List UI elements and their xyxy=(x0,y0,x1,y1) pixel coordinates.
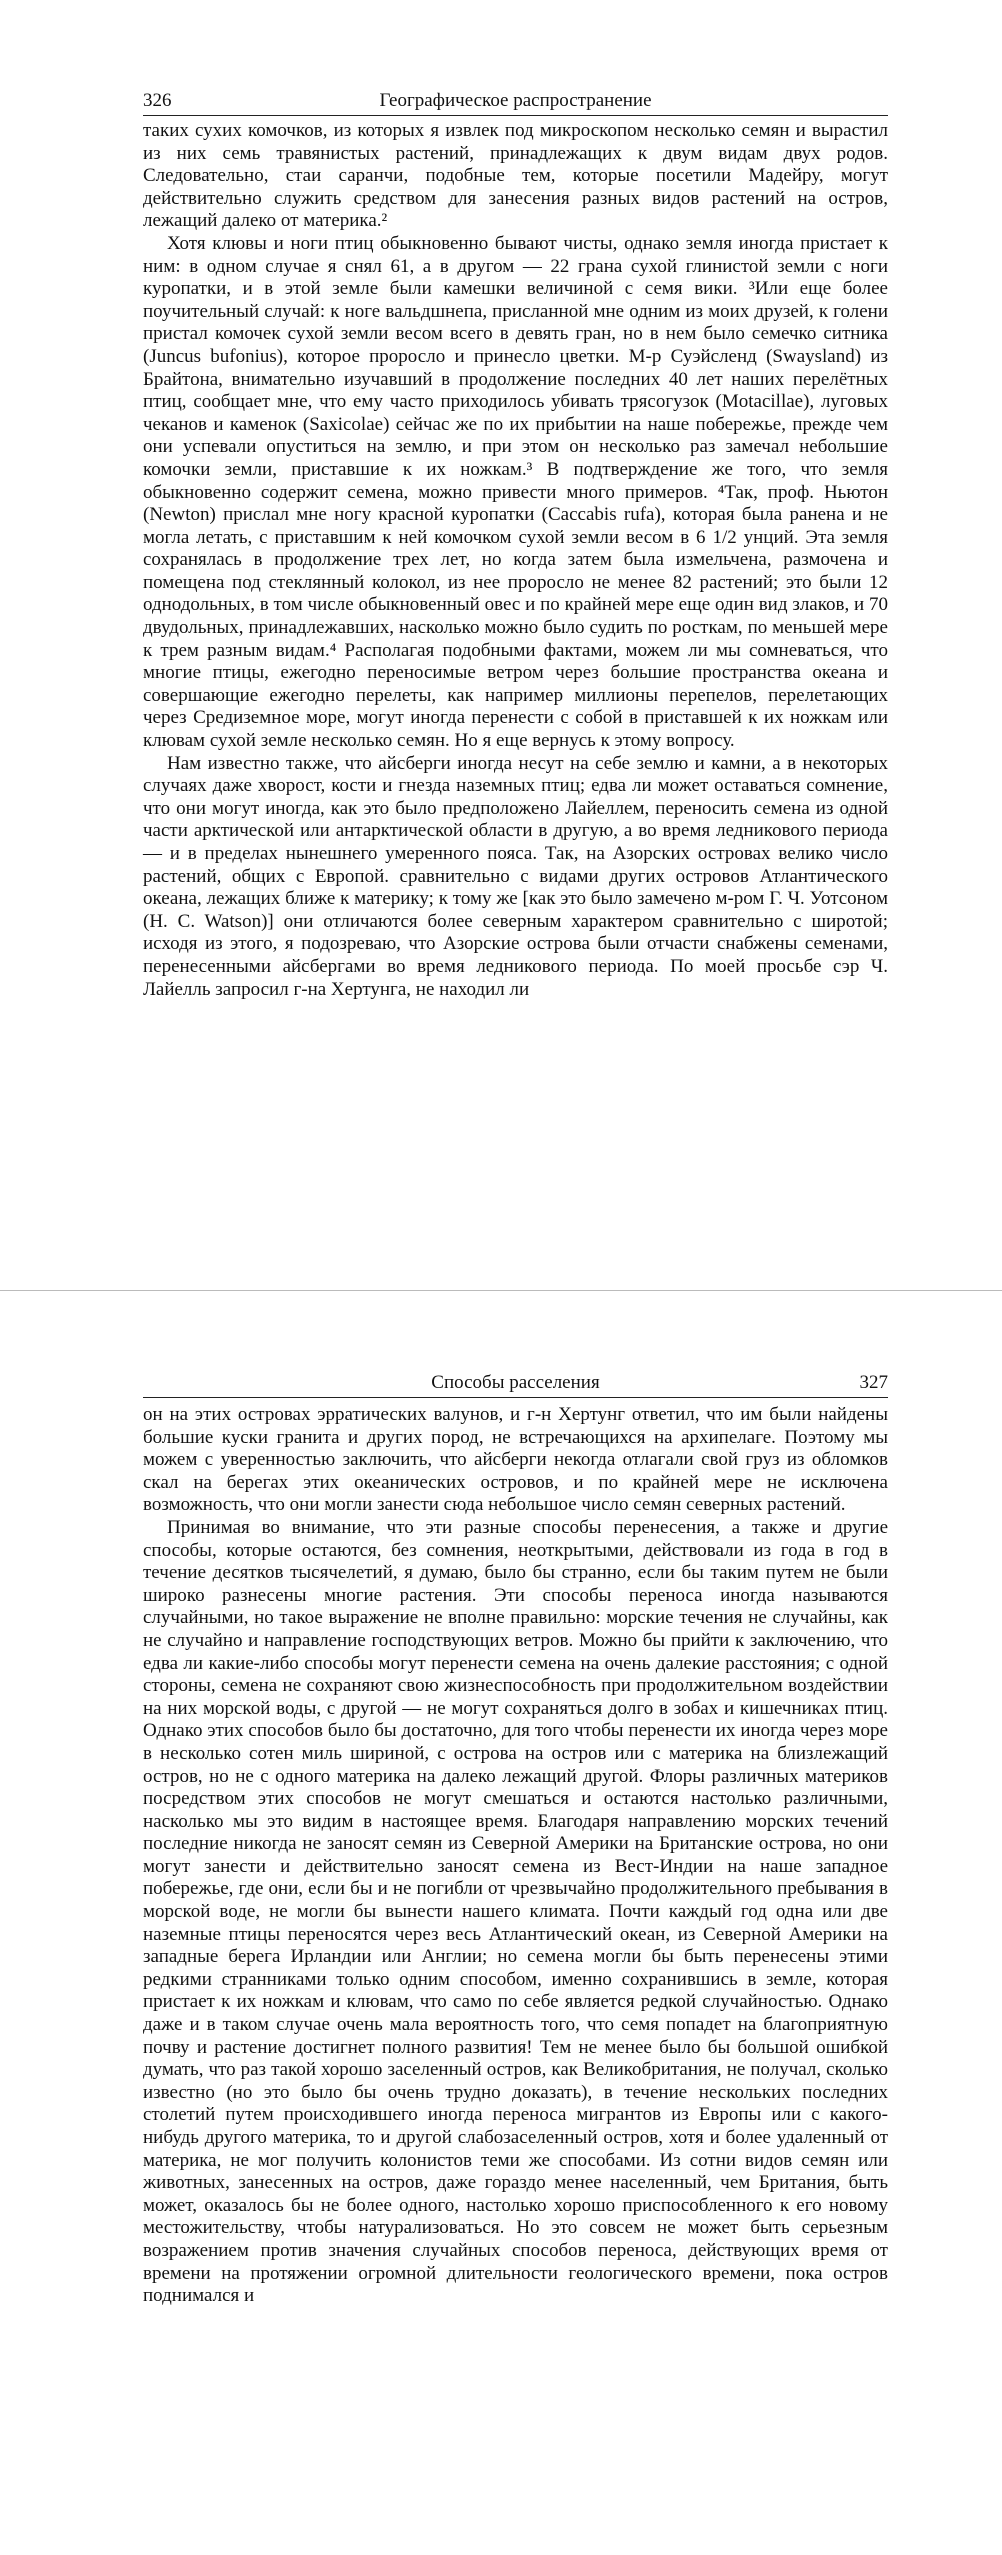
page-body xyxy=(143,120,888,1001)
paragraph: Принимая во внимание, что эти разные способы перенесения, а также и другие способы, которые остаются, без сомнения, неоткрытыми, действовали из года в год в течение десятков тысячелетий, я думаю, было бы странно, если бы таким путем не были широко разнесены многие растения. Эти способы переноса иногда называются случайными, но такое выражение не вполне правильно: морские течения не случайны, как не случайно и направление господствующих ветров. Можно бы прийти к заключению, что едва ли какие-либо способы могут перенести семена на очень далекие расстояния; с одной стороны, семена не сохраняют свою жизнеспособность при продолжительном воздействии на них морской воды, с другой — не могут сохраняться долго в зобах и кишечниках птиц. Однако этих способов было бы достаточно, для того чтобы перенести их иногда через море в несколько сотен миль шириной, с острова на остров или с материка на близлежащий остров, но не с одного материка на далеко лежащий другой. Флоры различных материков посредством этих способов не могут смешаться и остаются настолько различными, насколько мы это видим в настоящее время. Благодаря направлению морских течений последние никогда не заносят семян из Северной Америки на Британские острова, но они могут занести и действительно заносят семена из Вест-Индии на наше западное побережье, где они, если бы и не погибли от чрезвычайно продолжительного пребывания в морской воде, не могли бы вынести нашего климата. Почти каждый год одна или две наземные птицы переносятся через весь Атлантический океан, из Северной Америки на западные берега Ирландии или Англии; но семена могли бы быть перенесены этими редкими странниками только одним способом, именно сохранившись в земле, которая пристает к их ножкам и клювам, что само по себе является редкой случайностью. Однако даже и в таком случае очень мала вероятность того, что семя попадет на благоприятную почву и растение достигнет полного развития! Тем не менее было бы большой ошибкой думать, что раз такой хорошо заселенный остров, как Великобритания, не получал, сколько известно (но это было бы очень трудно доказать), в течение нескольких последних столетий путем происходившего иногда переноса мигрантов из Европы или с какого-нибудь другого материка, то и другой слабозаселенный остров, хотя и более удаленный от материка, не мог получить колонистов теми же способами. Из сотни видов семян или животных, занесенных на остров, даже гораздо менее населенный, чем Британия, быть может, оказалось бы не более одного, настолько хорошо приспособленного к его новому местожительству, чтобы натурализоваться. Но это совсем не может быть серьезным возражением против значения случайных способов переноса, действующих время от времени на протяжении огромной длительности геологического времени, пока остров поднимался и xyxy=(143,1516,888,2307)
page-327 xyxy=(0,1290,1002,2555)
header-rule xyxy=(143,115,888,116)
page-gap xyxy=(0,1240,1002,1290)
paragraph: он на этих островах эрратических валунов, и г-н Хертунг ответил, что им были найдены большие куски гранита и других пород, не встречающихся на архипелаге. Поэтому мы можем с уверенностью заключить, что айсберги некогда отлагали свой груз из обломков скал на берегах этих океанических островов, и по крайней мере не исключена возможность, что они могли занести сюда небольшое число семян северных растений. xyxy=(143,1404,888,1516)
page-number: 327 xyxy=(859,1372,888,1393)
page-number: 326 xyxy=(143,90,172,111)
running-head xyxy=(143,86,888,116)
running-title: Способы расселения xyxy=(431,1372,600,1393)
page-326 xyxy=(0,0,1002,1241)
running-head xyxy=(143,1368,888,1398)
running-title: Географическое распространение xyxy=(379,90,652,111)
paragraph: таких сухих комочков, из которых я извлек под микроскопом несколько семян и вырастил из них семь травянистых растений, принадлежащих к двум видам двух родов. Следовательно, стаи саранчи, подобные тем, которые посетили Мадейру, могут действительно служить средством для занесения разных видов растений на остров, лежащий далеко от материка.² xyxy=(143,120,888,232)
paragraph: Хотя клювы и ноги птиц обыкновенно бывают чисты, однако земля иногда пристает к ним: в одном случае я снял 61, а в другом — 22 грана сухой глинистой земли с ноги куропатки, и в этой земле были камешки величиной с семя вики. ³Или еще более поучительный случай: к ноге вальдшнепа, присланной мне одним из моих друзей, к голени пристал комочек сухой земли весом всего в девять гран, но в нем было семечко ситника (Juncus bufonius), которое проросло и принесло цветки. М-р Суэйсленд (Swaysland) из Брайтона, внимательно изучавший в продолжение последних 40 лет наших перелётных птиц, сообщает мне, что ему часто приходилось убивать трясогузок (Motacillae), луговых чеканов и каменок (Saxicolae) сейчас же по их прибытии на наше побережье, прежде чем они успевали опуститься на землю, и при этом он несколько раз замечал небольшие комочки земли, приставшие к их ножкам.³ В подтверждение же того, что земля обыкновенно содержит семена, можно привести много примеров. ⁴Так, проф. Ньютон (Newton) прислал мне ногу красной куропатки (Caccabis rufa), которая была ранена и не могла летать, с приставшим к ней комочком сухой земли весом в 6 1/2 унций. Эта земля сохранялась в продолжение трех лет, но когда затем была измельчена, размочена и помещена под стеклянный колокол, из нее проросло не менее 82 растений; это были 12 однодольных, в том числе обыкновенный овес и по крайней мере еще один вид злаков, и 70 двудольных, принадлежавших, насколько можно было судить по росткам, по меньшей мере к трем разным видам.⁴ Располагая подобными фактами, можем ли мы сомневаться, что многие птицы, ежегодно переносимые ветром через большие пространства океана и совершающие ежегодно перелеты, как например миллионы перепелов, перелетающих через Средиземное море, могут иногда перенести с собой в приставшей к их ножкам или клювам сухой земле несколько семян. Но я еще вернусь к этому вопросу. xyxy=(143,232,888,752)
header-rule xyxy=(143,1397,888,1398)
paragraph: Нам известно также, что айсберги иногда несут на себе землю и камни, а в некоторых случаях даже хворост, кости и гнезда наземных птиц; едва ли может оставаться сомнение, что они могут иногда, как это было предположено Лайеллем, переносить семена из одной части арктической или антарктической области в другую, а во время ледникового периода — и в пределах нынешнего умеренного пояса. Так, на Азорских островах велико число растений, общих с Европой. сравнительно с видами других островов Атлантического океана, лежащих ближе к материку; к тому же [как это было замечено м-ром Г. Ч. Уотсоном (H. C. Watson)] они отличаются более северным характером сравнительно с широтой; исходя из этого, я подозреваю, что Азорские острова были отчасти снабжены семенами, перенесенными айсбергами во время ледникового периода. По моей просьбе сэр Ч. Лайелль запросил г-на Хертунга, не находил ли xyxy=(143,752,888,1000)
page-body xyxy=(143,1404,888,2308)
